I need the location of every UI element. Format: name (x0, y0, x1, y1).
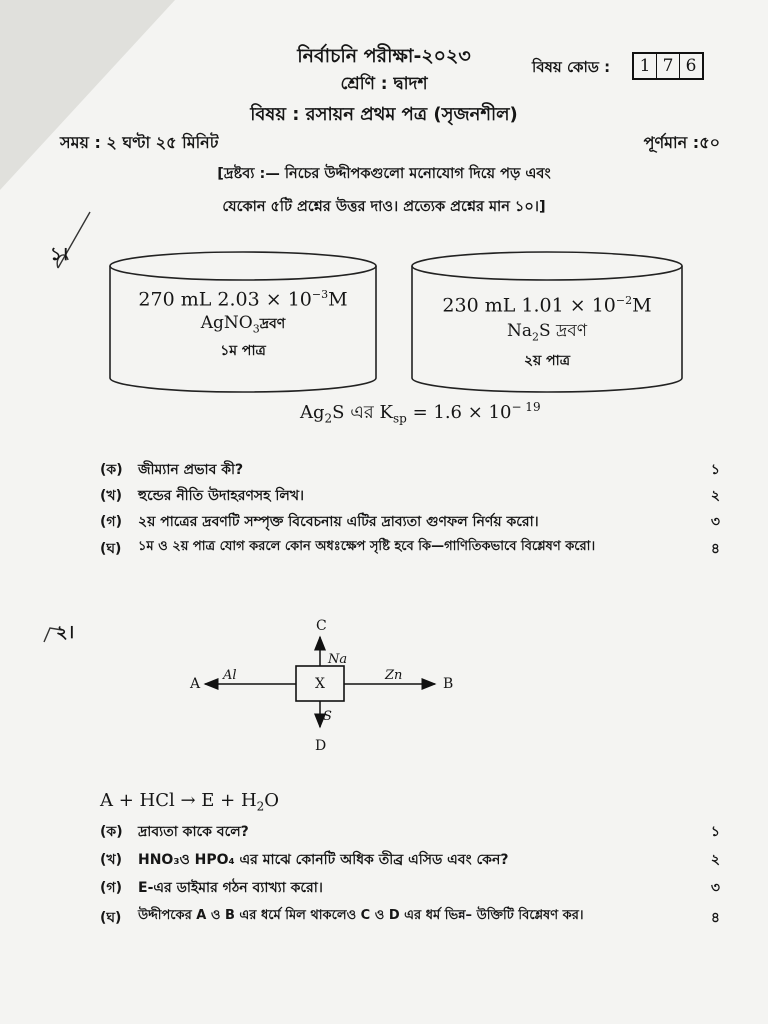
question-2-number: ২। (56, 622, 75, 643)
q2-item-kha (100, 848, 720, 872)
class-line: শ্রেণি : দ্বাদশ (340, 74, 428, 94)
subject-code-label: বিষয় কোড : (532, 58, 611, 76)
ksp-exponent: − 19 (511, 400, 541, 414)
item-label: (ঘ) (100, 541, 122, 557)
item-text: হুন্ডের নীতি উদাহরণসহ লিখ। (138, 488, 305, 504)
subject-code-digit: 6 (685, 56, 697, 76)
equation-subscript: 2 (256, 799, 265, 814)
item-mark: ৩ (710, 880, 720, 896)
q2-item-ga (100, 876, 720, 900)
item-label: (ক) (100, 824, 123, 840)
subject-code-digit: 1 (634, 54, 657, 78)
reaction-equation (100, 790, 279, 814)
item-label: (গ) (100, 514, 122, 530)
vessel-2-exponent: −2 (615, 294, 633, 307)
ksp-value: = 1.6 × 10 (406, 402, 512, 423)
instruction-line-1: [দ্রষ্টব্য :— নিচের উদ্দীপকগুলো মনোযোগ দিয়ে পড় এবং (217, 166, 551, 182)
subject-code-digit: 7 (657, 54, 680, 78)
item-text: ১ম ও ২য় পাত্র যোগ করলে কোন অধঃক্ষেপ সৃষ্টি হবে কি—গাণিতিকভাবে বিশ্লেষণ করো। (138, 539, 596, 554)
ksp-statement (300, 398, 541, 429)
q1-item-ga (100, 510, 720, 534)
vessel-1-solution-word: দ্রবণ (259, 316, 286, 333)
q2-item-ka (100, 820, 720, 844)
item-mark: ৪ (710, 910, 720, 926)
exam-title: নির্বাচনি পরীক্ষা-২০২৩ (297, 45, 471, 67)
item-text: HNO₃ও HPO₄ এর মাঝে কোনটি অধিক তীব্র এসিড এবং কেন? (138, 852, 509, 868)
vessel-2-unit: M (632, 294, 652, 317)
item-label: (ঘ) (100, 910, 122, 926)
item-mark: ৪ (710, 541, 720, 557)
item-mark: ২ (710, 852, 720, 868)
item-label: (খ) (100, 852, 122, 868)
vessel-1-concentration: 270 mL 2.03 × 10 (138, 288, 312, 311)
q2-item-gha (100, 906, 720, 930)
question-1-number: ১। (50, 244, 69, 265)
item-text: ২য় পাত্রের দ্রবণটি সম্পৃক্ত বিবেচনায় এটির দ্রাব্যতা গুণফল নির্ণয় করো। (138, 514, 539, 530)
equation-right: O (264, 790, 280, 811)
item-label: (খ) (100, 488, 122, 504)
ksp-s-text: S এর K (332, 402, 393, 423)
ksp-ag: Ag (300, 402, 325, 423)
vessel-2-name: ২য় পাত্র (523, 353, 571, 370)
item-text: E-এর ডাইমার গঠন ব্যাখ্যা করো। (138, 880, 323, 896)
q1-item-kha (100, 484, 720, 508)
time-allowed: সময় : ২ ঘণ্টা ২৫ মিনিট (60, 133, 219, 152)
subject-code-box (632, 52, 704, 80)
q1-item-ka (100, 458, 720, 482)
item-mark: ১ (710, 462, 720, 478)
reagent-al: Al (223, 668, 237, 683)
item-label: (ক) (100, 462, 123, 478)
vessel-1-label (110, 288, 376, 363)
diagram-right-b: B (443, 676, 454, 692)
item-mark: ৩ (710, 514, 720, 530)
diagram-top-c: C (316, 618, 327, 634)
ksp-sp-subscript: sp (393, 411, 407, 426)
diagram-center-x: X (315, 676, 325, 692)
vessel-2-subscript: 2 (531, 330, 539, 344)
reagent-s: S (323, 709, 332, 724)
q1-item-gha (100, 537, 720, 561)
item-mark: ১ (710, 824, 720, 840)
item-mark: ২ (710, 488, 720, 504)
full-marks: পূর্ণমান :৫০ (643, 133, 720, 152)
item-label: (গ) (100, 880, 122, 896)
vessel-2-concentration: 230 mL 1.01 × 10 (442, 294, 616, 317)
equation-left: A + HCl → E + H (100, 790, 257, 811)
vessel-2-label (412, 294, 682, 373)
subject-line: বিষয় : রসায়ন প্রথম পত্র (সৃজনশীল) (250, 104, 518, 125)
item-text: দ্রাব্যতা কাকে বলে? (138, 824, 249, 840)
vessel-1-exponent: −3 (311, 288, 329, 301)
diagram-bottom-d: D (315, 738, 327, 754)
item-text: উদ্দীপকের A ও B এর ধর্মে মিল থাকলেও C ও D এর ধর্ম ভিন্ন– উক্তিটি বিশ্লেষণ কর। (138, 908, 584, 923)
vessel-2-solute: Na (506, 321, 532, 342)
vessel-1-subscript: 3 (252, 322, 260, 336)
reagent-na: Na (328, 652, 348, 667)
item-text: জীম্যান প্রভাব কী? (138, 462, 244, 478)
reagent-zn: Zn (385, 668, 403, 683)
vessel-1-name: ১ম পাত্র (220, 343, 266, 360)
ksp-ag-subscript: 2 (324, 411, 333, 426)
vessel-1-unit: M (328, 288, 348, 311)
vessel-2-solution-word: S দ্রবণ (538, 321, 588, 342)
diagram-left-a: A (190, 676, 201, 692)
instruction-line-2: যেকোন ৫টি প্রশ্নের উত্তর দাও। প্রত্যেক প্রশ্নের মান ১০।] (222, 199, 546, 215)
vessel-1-solute: AgNO (200, 313, 253, 334)
